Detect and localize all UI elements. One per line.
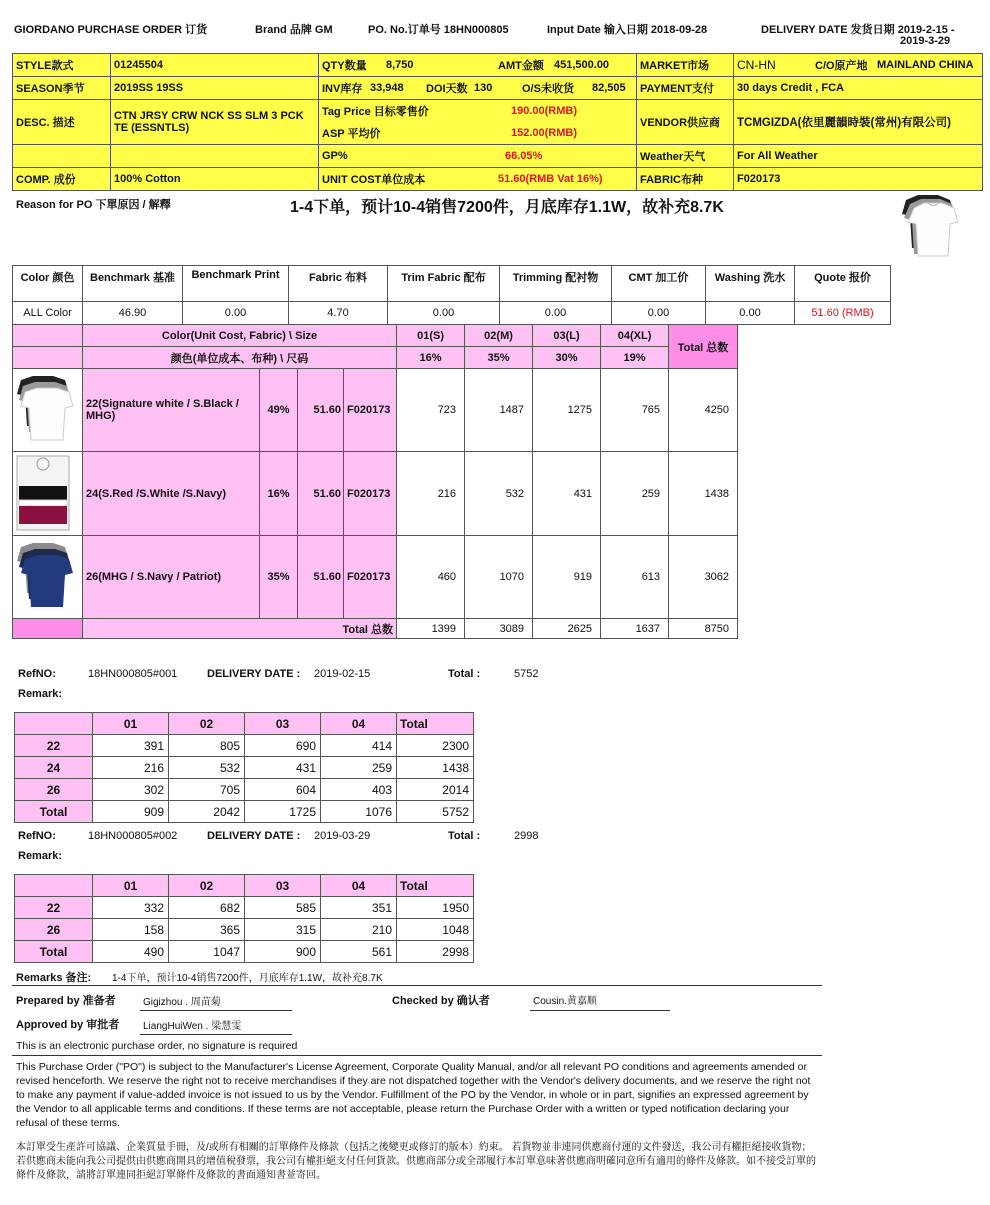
ref-label: RefNO: <box>18 668 56 680</box>
qty-cell: 216 <box>397 452 465 536</box>
table-row <box>15 757 474 779</box>
qty-cell: 431 <box>533 452 601 536</box>
color-24-image <box>13 452 79 532</box>
row-header: 26 <box>15 919 93 941</box>
cell: 414 <box>321 735 397 757</box>
size-header: 03(L) <box>533 325 601 347</box>
table-row <box>15 897 474 919</box>
delivery-date-label: DELIVERY DATE : <box>207 668 301 680</box>
cost-header: Quote 报价 <box>795 266 891 302</box>
qty-value: 8,750 <box>386 56 498 74</box>
ref-value: 18HN000805#002 <box>88 830 178 842</box>
cost-header: Color 颜色 <box>13 266 83 302</box>
cell: 351 <box>321 897 397 919</box>
vendor-value: TCMGIZDA(依里麗韻時裝(常州)有限公司) <box>734 100 983 145</box>
table-row <box>13 452 738 536</box>
cost-header: Benchmark Print <box>183 266 289 302</box>
style-label: STYLE款式 <box>13 54 111 77</box>
origin-label: C/O原产地 <box>815 56 877 74</box>
delivery-date-label: DELIVERY DATE : <box>207 830 301 842</box>
cost-header: CMT 加工价 <box>612 266 706 302</box>
remark-label: Remark: <box>18 850 63 862</box>
cell: 909 <box>93 801 169 823</box>
asp-value: 152.00(RMB) <box>511 122 636 144</box>
os-value: 82,505 <box>592 79 633 97</box>
qty-cell: 460 <box>397 536 465 619</box>
cost-value: 0.00 <box>500 302 612 325</box>
color-name: 24(S.Red /S.White /S.Navy) <box>83 452 260 536</box>
cell: 2014 <box>397 779 474 801</box>
quote-value: 51.60 (RMB) <box>795 302 891 325</box>
payment-value: 30 days Credit , FCA <box>734 77 983 100</box>
table-row <box>15 919 474 941</box>
col-header: 01 <box>93 875 169 897</box>
qty-cell: 1070 <box>465 536 533 619</box>
remarks-text: 1-4下单，预计10-4销售7200件，月底库存1.1W，故补充8.7K <box>112 973 383 984</box>
doi-label: DOI天数 <box>426 79 474 97</box>
checked-label: Checked by 确认者 <box>392 995 490 1007</box>
product-image <box>896 192 960 258</box>
season-value: 2019SS 19SS <box>111 77 319 100</box>
color-22-image <box>13 374 79 444</box>
electronic-note: This is an electronic purchase order, no signature is required <box>16 1040 298 1052</box>
cell: 1076 <box>321 801 397 823</box>
col-header: 03 <box>245 713 321 735</box>
cell: 210 <box>321 919 397 941</box>
cell: 1047 <box>169 941 245 963</box>
cost-value: ALL Color <box>13 302 83 325</box>
cell: 1725 <box>245 801 321 823</box>
col-header: 02 <box>169 713 245 735</box>
terms-chinese: 本訂單受生產許可協議、企業質量手冊，及/或所有相關的訂單條件及條款（包括之後變更或修訂的版本）約束。 若貨物並非連同供應商付運的文件發送，我公司有權拒絕接收貨物；若供應商未能向我公司提供由供應商開具的增值稅發票，我公司有權拒絕支付任何貨款。供應商部分或全部履行本訂單意味著供應商明確同意所有適用的條件及條款。如不接受訂單的條件及條款，請將訂單連同拒絕訂單條件及條款的書面通知書並寄回。 <box>16 1142 816 1181</box>
gp-value: 66.05% <box>505 149 633 163</box>
total-label: Total : <box>448 668 481 680</box>
cost-value: 0.00 <box>706 302 795 325</box>
cost-header: Trim Fabric 配布 <box>388 266 500 302</box>
delivery-date: DELIVERY DATE 发货日期 2019-2-15 - <box>761 24 955 36</box>
qty-cell: 765 <box>601 369 669 452</box>
col-total: 2625 <box>533 619 601 639</box>
color-cost: 51.60 <box>298 369 344 452</box>
qty-cell: 919 <box>533 536 601 619</box>
size-ratio: 16% <box>397 347 465 369</box>
document-title: GIORDANO PURCHASE ORDER 订货 <box>14 24 208 36</box>
delivery-date-end: 2019-3-29 <box>900 35 951 47</box>
qty-cell: 1275 <box>533 369 601 452</box>
fabric-label: FABRIC布种 <box>637 168 734 191</box>
color-fabric: F020173 <box>344 452 397 536</box>
asp-label: ASP 平均价 <box>319 122 511 144</box>
size-total-label: Total 总数 <box>83 619 397 639</box>
color-fabric: F020173 <box>344 536 397 619</box>
inv-value: 33,948 <box>370 79 426 97</box>
cell: 682 <box>169 897 245 919</box>
col-header: 03 <box>245 875 321 897</box>
origin-value: MAINLAND CHINA <box>877 56 979 74</box>
cost-header: Washing 洗水 <box>706 266 795 302</box>
cell: 259 <box>321 757 397 779</box>
terms-english: This Purchase Order ("PO") is subject to the Manufacturer's License Agreement, Corporate Quality Manual, and/or all relevant PO conditions and agreements amended or revised henceforth. We reserve the right not to receive merchandises if they are not dispatched together with the Vendor's delivery documents, and we reserve the right not to make any payment if value-added invoice is not issued to us by the Vendor. Fulfillment of the PO by the Vendor, in whole or in part, signifies an expressed agreement by the Vendor to all applicable terms and conditions. If these terms are not acceptable, please return the Purchase Order with a written or typed notification declaring your refusal of these terms. <box>16 1061 811 1129</box>
cell: 2300 <box>397 735 474 757</box>
cost-header-row <box>13 266 891 302</box>
row-header: 26 <box>15 779 93 801</box>
col-header: Total <box>397 713 474 735</box>
qty-cell: 1487 <box>465 369 533 452</box>
unit-cost-label: UNIT COST单位成本 <box>322 170 498 188</box>
reason-label: Reason for PO 下單原因 / 解釋 <box>16 199 171 211</box>
comp-label: COMP. 成份 <box>13 168 111 191</box>
qty-cell: 613 <box>601 536 669 619</box>
season-label: SEASON季节 <box>13 77 111 100</box>
row-total: 3062 <box>669 536 738 619</box>
table-row <box>15 735 474 757</box>
size-total-row <box>13 619 738 639</box>
delivery-date-value: 2019-02-15 <box>314 668 371 680</box>
color-cost: 51.60 <box>298 536 344 619</box>
cost-value: 46.90 <box>83 302 183 325</box>
color-name: 22(Signature white / S.Black / MHG) <box>83 369 260 452</box>
total-value: 2998 <box>514 830 539 842</box>
ref-label: RefNO: <box>18 830 56 842</box>
row-total: 1438 <box>669 452 738 536</box>
cost-value: 0.00 <box>183 302 289 325</box>
table-row <box>15 941 474 963</box>
row-header: Total <box>15 941 93 963</box>
qty-cell: 259 <box>601 452 669 536</box>
doi-value: 130 <box>474 79 522 97</box>
os-label: O/S未收货 <box>522 79 592 97</box>
size-ratio: 35% <box>465 347 533 369</box>
table-row <box>15 779 474 801</box>
color-fabric: F020173 <box>344 369 397 452</box>
size-total-header: Total 总数 <box>669 325 738 369</box>
tag-price-value: 190.00(RMB) <box>511 100 636 122</box>
cell: 315 <box>245 919 321 941</box>
checked-underline <box>530 1010 670 1011</box>
cell: 365 <box>169 919 245 941</box>
table-row <box>15 801 474 823</box>
cost-breakdown-table <box>12 265 891 325</box>
cost-value: 0.00 <box>612 302 706 325</box>
desc-value: CTN JRSY CRW NCK SS SLM 3 PCK TE (ESSNTLS) <box>111 100 319 145</box>
col-header: 01 <box>93 713 169 735</box>
color-name: 26(MHG / S.Navy / Patriot) <box>83 536 260 619</box>
inv-label: INV库存 <box>322 79 370 97</box>
size-title-en: Color(Unit Cost, Fabric) \ Size <box>83 325 397 347</box>
size-header: 01(S) <box>397 325 465 347</box>
cell: 302 <box>93 779 169 801</box>
table-row <box>13 536 738 619</box>
approved-value: LiangHuiWen . 梁慧雯 <box>143 1021 242 1032</box>
qty-label: QTY数量 <box>322 56 386 74</box>
cell: 585 <box>245 897 321 919</box>
checked-value: Cousin.黄嘉顺 <box>533 996 597 1007</box>
col-header: 04 <box>321 713 397 735</box>
tag-price-label: Tag Price 目标零售价 <box>319 100 511 122</box>
po-number: PO. No.订单号 18HN000805 <box>368 24 509 36</box>
color-26-image <box>13 541 79 611</box>
color-pct: 16% <box>260 452 298 536</box>
size-header: 04(XL) <box>601 325 669 347</box>
weather-value: For All Weather <box>734 145 983 168</box>
color-cost: 51.60 <box>298 452 344 536</box>
size-title-cn: 颜色(单位成本、布种) \ 尺码 <box>83 347 397 369</box>
size-ratio: 30% <box>533 347 601 369</box>
col-header: Total <box>397 875 474 897</box>
comp-value: 100% Cotton <box>111 168 319 191</box>
gp-label: GP% <box>322 149 505 163</box>
row-header: 22 <box>15 735 93 757</box>
row-header: Total <box>15 801 93 823</box>
total-label: Total : <box>448 830 481 842</box>
delivery-date-value: 2019-03-29 <box>314 830 371 842</box>
info-grid <box>12 53 983 191</box>
approved-underline <box>140 1034 292 1035</box>
cell: 391 <box>93 735 169 757</box>
cost-value: 0.00 <box>388 302 500 325</box>
grand-total: 8750 <box>669 619 738 639</box>
fabric-value: F020173 <box>734 168 983 191</box>
prepared-underline <box>140 1010 292 1011</box>
cost-header: Fabric 布料 <box>289 266 388 302</box>
cell: 490 <box>93 941 169 963</box>
payment-label: PAYMENT支付 <box>637 77 734 100</box>
desc-label: DESC. 描述 <box>13 100 111 145</box>
unit-cost-value: 51.60(RMB Vat 16%) <box>498 170 633 188</box>
cell: 532 <box>169 757 245 779</box>
cell: 805 <box>169 735 245 757</box>
delivery-2-table <box>14 874 474 963</box>
cell: 900 <box>245 941 321 963</box>
color-pct: 35% <box>260 536 298 619</box>
cell: 1048 <box>397 919 474 941</box>
amt-value: 451,500.00 <box>554 56 633 74</box>
size-breakdown-table <box>12 324 738 639</box>
cost-value-row <box>13 302 891 325</box>
row-total: 4250 <box>669 369 738 452</box>
divider <box>12 985 822 986</box>
cell: 403 <box>321 779 397 801</box>
qty-cell: 723 <box>397 369 465 452</box>
cell: 216 <box>93 757 169 779</box>
row-header: 24 <box>15 757 93 779</box>
table-row <box>13 369 738 452</box>
cell: 5752 <box>397 801 474 823</box>
col-header: 04 <box>321 875 397 897</box>
cell: 431 <box>245 757 321 779</box>
style-value: 01245504 <box>111 54 319 77</box>
col-total: 3089 <box>465 619 533 639</box>
market-value: CN-HN <box>737 56 815 74</box>
cell: 604 <box>245 779 321 801</box>
size-ratio: 19% <box>601 347 669 369</box>
qty-cell: 532 <box>465 452 533 536</box>
brand: Brand 品牌 GM <box>255 24 333 36</box>
total-value: 5752 <box>514 668 539 680</box>
cell: 2042 <box>169 801 245 823</box>
cost-value: 4.70 <box>289 302 388 325</box>
cell: 332 <box>93 897 169 919</box>
amt-label: AMT金额 <box>498 56 554 74</box>
input-date: Input Date 输入日期 2018-09-28 <box>547 24 708 36</box>
cost-header: Benchmark 基准 <box>83 266 183 302</box>
weather-label: Weather天气 <box>637 145 734 168</box>
remarks-label: Remarks 备注: <box>16 972 92 984</box>
remark-label: Remark: <box>18 688 63 700</box>
ref-value: 18HN000805#001 <box>88 668 178 680</box>
col-header: 02 <box>169 875 245 897</box>
prepared-label: Prepared by 准备者 <box>16 995 116 1007</box>
color-pct: 49% <box>260 369 298 452</box>
col-total: 1637 <box>601 619 669 639</box>
vendor-label: VENDOR供应商 <box>637 100 734 145</box>
market-label: MARKET市场 <box>637 54 734 77</box>
delivery-1-table <box>14 712 474 823</box>
cell: 561 <box>321 941 397 963</box>
approved-label: Approved by 审批者 <box>16 1019 120 1031</box>
row-header: 22 <box>15 897 93 919</box>
reason-text: 1-4下单，预计10-4销售7200件，月底库存1.1W，故补充8.7K <box>290 199 724 216</box>
divider <box>12 1055 822 1056</box>
col-total: 1399 <box>397 619 465 639</box>
cost-header: Trimming 配衬物 <box>500 266 612 302</box>
cell: 158 <box>93 919 169 941</box>
cell: 1950 <box>397 897 474 919</box>
cell: 705 <box>169 779 245 801</box>
prepared-value: Gigizhou . 周苗菊 <box>143 997 221 1008</box>
cell: 690 <box>245 735 321 757</box>
cell: 1438 <box>397 757 474 779</box>
cell: 2998 <box>397 941 474 963</box>
size-header: 02(M) <box>465 325 533 347</box>
